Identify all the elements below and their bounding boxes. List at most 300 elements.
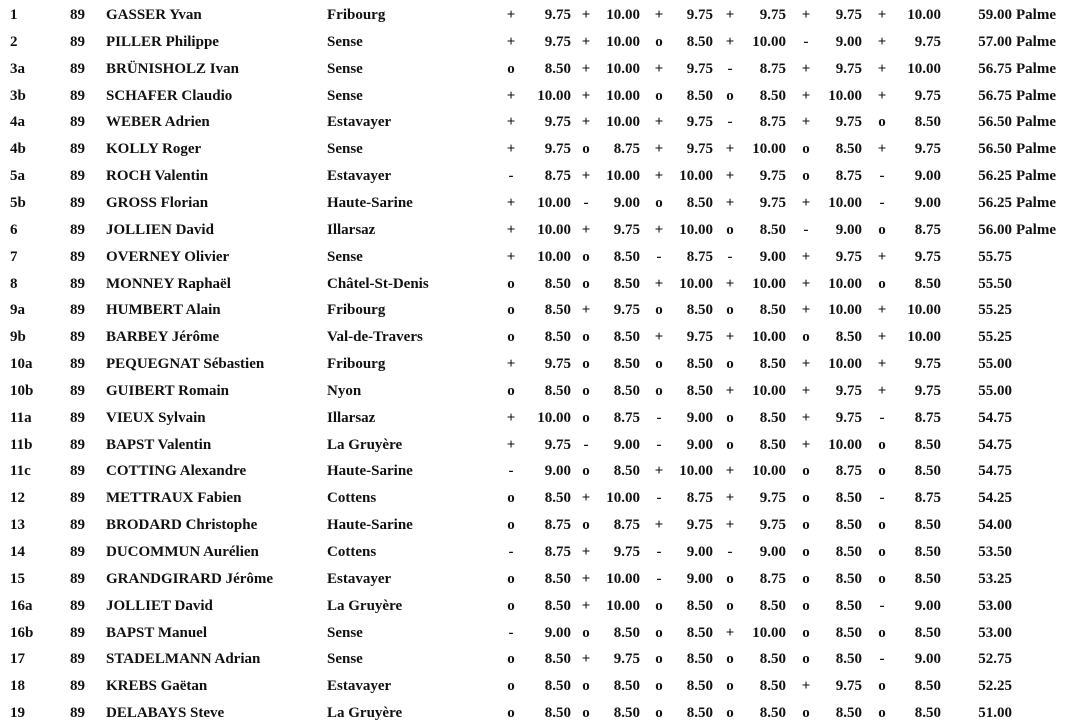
athlete-name-cell: DELABAYS Steve	[106, 705, 225, 722]
score-sign-cell: +	[877, 302, 887, 319]
birth-year-cell: 89	[70, 678, 85, 695]
score-cell: 8.50	[686, 624, 713, 641]
score-cell: 8.50	[544, 382, 571, 399]
score-cell: 8.75	[914, 490, 941, 507]
total-score-cell: 53.50	[978, 544, 1012, 560]
score-cell: 8.50	[544, 597, 571, 614]
rank-cell: 7	[10, 248, 18, 265]
score-sign-cell: o	[878, 570, 886, 587]
score-cell: 10.00	[752, 141, 786, 158]
score-cell: 9.00	[686, 436, 713, 453]
score-cell: 10.00	[752, 382, 786, 399]
total-score-cell: 54.75	[978, 409, 1012, 426]
score-sign-cell: +	[654, 7, 664, 23]
score-cell: 8.50	[686, 678, 713, 695]
total-score-cell: 59.00	[978, 7, 1012, 23]
score-cell: 8.50	[544, 490, 571, 507]
score-cell: 10.00	[537, 221, 571, 238]
score-sign-cell: -	[508, 624, 514, 641]
score-cell: 8.50	[835, 544, 862, 560]
birth-year-cell: 89	[70, 624, 85, 641]
score-cell: 9.75	[759, 517, 786, 534]
award-note-cell: Palme	[1016, 114, 1056, 131]
score-sign-cell: o	[802, 624, 810, 641]
club-cell: Haute-Sarine	[327, 517, 413, 534]
score-cell: 8.50	[914, 678, 941, 695]
score-cell: 8.50	[759, 221, 786, 238]
birth-year-cell: 89	[70, 7, 85, 23]
total-score-cell: 56.25	[978, 194, 1012, 211]
total-score-cell: 53.00	[978, 624, 1012, 641]
score-cell: 10.00	[606, 60, 640, 77]
score-sign-cell: -	[879, 651, 885, 668]
score-cell: 9.75	[759, 7, 786, 23]
score-sign-cell: o	[726, 87, 734, 104]
score-sign-cell: o	[878, 678, 886, 695]
score-cell: 8.50	[759, 356, 786, 373]
total-score-cell: 53.25	[978, 570, 1012, 587]
score-cell: 8.50	[686, 705, 713, 722]
score-cell: 8.75	[759, 60, 786, 77]
total-score-cell: 55.00	[978, 382, 1012, 399]
score-sign-cell: +	[801, 382, 811, 399]
score-cell: 9.75	[914, 141, 941, 158]
score-cell: 9.75	[759, 490, 786, 507]
score-cell: 9.00	[613, 194, 640, 211]
birth-year-cell: 89	[70, 168, 85, 185]
score-cell: 9.75	[544, 141, 571, 158]
score-cell: 9.75	[544, 33, 571, 50]
score-cell: 9.75	[686, 329, 713, 346]
score-cell: 10.00	[828, 436, 862, 453]
score-sign-cell: o	[878, 544, 886, 560]
total-score-cell: 54.75	[978, 436, 1012, 453]
score-cell: 9.75	[835, 409, 862, 426]
total-score-cell: 55.50	[978, 275, 1012, 292]
birth-year-cell: 89	[70, 517, 85, 534]
score-sign-cell: +	[581, 33, 591, 50]
award-note-cell: Palme	[1016, 194, 1056, 211]
total-score-cell: 55.00	[978, 356, 1012, 373]
score-sign-cell: +	[654, 275, 664, 292]
athlete-name-cell: VIEUX Sylvain	[106, 409, 206, 426]
score-cell: 8.50	[835, 329, 862, 346]
score-cell: 8.50	[835, 597, 862, 614]
score-cell: 8.50	[686, 302, 713, 319]
rank-cell: 16b	[10, 624, 34, 641]
score-sign-cell: o	[802, 544, 810, 560]
score-cell: 10.00	[752, 33, 786, 50]
rank-cell: 11b	[10, 436, 33, 453]
score-cell: 10.00	[907, 60, 941, 77]
score-sign-cell: -	[508, 463, 514, 480]
score-sign-cell: o	[878, 463, 886, 480]
score-sign-cell: +	[506, 248, 516, 265]
score-cell: 10.00	[679, 275, 713, 292]
score-cell: 9.00	[914, 194, 941, 211]
score-sign-cell: o	[507, 302, 515, 319]
score-sign-cell: +	[801, 409, 811, 426]
score-cell: 10.00	[907, 302, 941, 319]
result-row	[0, 485, 1090, 511]
result-row	[0, 512, 1090, 538]
award-note-cell: Palme	[1016, 87, 1056, 104]
total-score-cell: 52.25	[978, 678, 1012, 695]
score-sign-cell: o	[878, 275, 886, 292]
score-sign-cell: +	[654, 221, 664, 238]
score-sign-cell: o	[878, 624, 886, 641]
score-sign-cell: o	[582, 329, 590, 346]
athlete-name-cell: JOLLIEN David	[106, 221, 214, 238]
score-sign-cell: o	[582, 356, 590, 373]
birth-year-cell: 89	[70, 382, 85, 399]
birth-year-cell: 89	[70, 33, 85, 50]
athlete-name-cell: KREBS Gaëtan	[106, 678, 208, 695]
score-sign-cell: +	[506, 87, 516, 104]
athlete-name-cell: BRODARD Christophe	[106, 517, 258, 534]
rank-cell: 9a	[10, 302, 25, 319]
score-cell: 8.50	[759, 678, 786, 695]
score-sign-cell: -	[583, 194, 589, 211]
score-sign-cell: o	[507, 570, 515, 587]
score-cell: 9.75	[686, 114, 713, 131]
athlete-name-cell: GROSS Florian	[106, 194, 209, 211]
result-row	[0, 29, 1090, 55]
score-cell: 9.75	[835, 7, 862, 23]
score-cell: 8.50	[914, 517, 941, 534]
score-cell: 10.00	[828, 356, 862, 373]
score-sign-cell: +	[654, 141, 664, 158]
score-cell: 8.75	[914, 221, 941, 238]
score-cell: 9.75	[914, 248, 941, 265]
rank-cell: 18	[10, 678, 25, 695]
result-row	[0, 351, 1090, 377]
score-sign-cell: o	[802, 168, 810, 185]
score-sign-cell: o	[582, 705, 590, 722]
score-sign-cell: o	[655, 356, 663, 373]
birth-year-cell: 89	[70, 302, 85, 319]
score-sign-cell: +	[801, 678, 811, 695]
athlete-name-cell: BAPST Manuel	[106, 624, 207, 641]
score-sign-cell: o	[655, 705, 663, 722]
result-row	[0, 566, 1090, 592]
athlete-name-cell: BAPST Valentin	[106, 436, 212, 453]
total-score-cell: 55.25	[978, 302, 1012, 319]
result-row	[0, 593, 1090, 619]
score-sign-cell: +	[725, 168, 735, 185]
club-cell: Nyon	[327, 382, 362, 399]
athlete-name-cell: BARBEY Jérôme	[106, 329, 220, 346]
club-cell: Estavayer	[327, 114, 392, 131]
score-sign-cell: o	[726, 597, 734, 614]
score-sign-cell: -	[583, 436, 589, 453]
score-sign-cell: o	[582, 463, 590, 480]
score-sign-cell: -	[727, 114, 733, 131]
score-cell: 8.50	[835, 624, 862, 641]
score-cell: 8.50	[613, 624, 640, 641]
club-cell: Sense	[327, 87, 363, 104]
score-sign-cell: -	[803, 33, 809, 50]
award-note-cell: Palme	[1016, 33, 1056, 50]
score-sign-cell: o	[655, 382, 663, 399]
result-row	[0, 190, 1090, 216]
score-cell: 9.75	[914, 87, 941, 104]
score-sign-cell: o	[802, 570, 810, 587]
score-cell: 8.50	[914, 705, 941, 722]
score-sign-cell: o	[878, 517, 886, 534]
athlete-name-cell: SCHAFER Claudio	[106, 87, 233, 104]
score-sign-cell: +	[725, 517, 735, 534]
score-cell: 8.50	[544, 275, 571, 292]
score-sign-cell: o	[726, 302, 734, 319]
score-sign-cell: -	[879, 490, 885, 507]
score-sign-cell: -	[879, 597, 885, 614]
athlete-name-cell: OVERNEY Olivier	[106, 248, 230, 265]
athlete-name-cell: BRÜNISHOLZ Ivan	[106, 60, 239, 77]
score-cell: 8.50	[835, 570, 862, 587]
result-row	[0, 620, 1090, 646]
score-cell: 9.75	[835, 60, 862, 77]
score-cell: 10.00	[752, 463, 786, 480]
score-sign-cell: +	[725, 624, 735, 641]
score-cell: 9.75	[544, 114, 571, 131]
rank-cell: 12	[10, 490, 25, 507]
score-cell: 8.50	[686, 382, 713, 399]
birth-year-cell: 89	[70, 597, 85, 614]
score-sign-cell: +	[877, 60, 887, 77]
score-cell: 9.00	[759, 544, 786, 560]
birth-year-cell: 89	[70, 356, 85, 373]
score-cell: 8.50	[835, 490, 862, 507]
score-sign-cell: +	[801, 114, 811, 131]
score-cell: 10.00	[828, 275, 862, 292]
score-cell: 8.50	[613, 463, 640, 480]
score-sign-cell: o	[802, 141, 810, 158]
result-row	[0, 700, 1090, 726]
score-sign-cell: +	[581, 597, 591, 614]
result-row	[0, 324, 1090, 350]
score-cell: 9.00	[686, 570, 713, 587]
score-sign-cell: +	[801, 7, 811, 23]
athlete-name-cell: HUMBERT Alain	[106, 302, 221, 319]
score-cell: 8.75	[759, 570, 786, 587]
score-sign-cell: -	[508, 168, 514, 185]
score-cell: 10.00	[828, 194, 862, 211]
result-row	[0, 244, 1090, 270]
score-sign-cell: -	[727, 60, 733, 77]
score-sign-cell: o	[507, 597, 515, 614]
score-cell: 8.75	[914, 409, 941, 426]
score-cell: 10.00	[828, 87, 862, 104]
score-sign-cell: +	[877, 382, 887, 399]
score-cell: 8.50	[613, 705, 640, 722]
score-sign-cell: +	[801, 87, 811, 104]
score-cell: 8.50	[835, 141, 862, 158]
birth-year-cell: 89	[70, 651, 85, 668]
score-cell: 8.50	[544, 329, 571, 346]
club-cell: Haute-Sarine	[327, 194, 413, 211]
club-cell: Sense	[327, 33, 363, 50]
score-sign-cell: o	[655, 302, 663, 319]
score-cell: 8.50	[759, 87, 786, 104]
score-sign-cell: +	[801, 248, 811, 265]
score-sign-cell: -	[656, 570, 662, 587]
result-row	[0, 432, 1090, 458]
score-sign-cell: o	[726, 705, 734, 722]
score-cell: 10.00	[679, 221, 713, 238]
score-sign-cell: +	[654, 329, 664, 346]
result-row	[0, 458, 1090, 484]
club-cell: La Gruyère	[327, 705, 403, 722]
result-row	[0, 163, 1090, 189]
score-cell: 8.50	[544, 678, 571, 695]
rank-cell: 17	[10, 651, 25, 668]
score-cell: 8.50	[835, 705, 862, 722]
score-sign-cell: +	[725, 490, 735, 507]
score-sign-cell: o	[726, 651, 734, 668]
athlete-name-cell: ROCH Valentin	[106, 168, 209, 185]
score-sign-cell: +	[654, 114, 664, 131]
total-score-cell: 54.00	[978, 517, 1012, 534]
score-cell: 9.00	[835, 33, 862, 50]
score-sign-cell: +	[506, 33, 516, 50]
score-sign-cell: +	[801, 436, 811, 453]
score-cell: 9.75	[544, 356, 571, 373]
score-cell: 9.75	[686, 7, 713, 23]
birth-year-cell: 89	[70, 248, 85, 265]
score-cell: 9.75	[914, 356, 941, 373]
score-sign-cell: +	[506, 194, 516, 211]
score-sign-cell: o	[582, 141, 590, 158]
score-sign-cell: +	[877, 248, 887, 265]
score-cell: 8.75	[835, 168, 862, 185]
score-sign-cell: o	[582, 517, 590, 534]
score-sign-cell: +	[654, 60, 664, 77]
score-cell: 9.00	[835, 221, 862, 238]
score-sign-cell: o	[726, 409, 734, 426]
score-sign-cell: +	[581, 651, 591, 668]
score-sign-cell: +	[506, 356, 516, 373]
score-cell: 9.75	[613, 221, 640, 238]
score-cell: 9.00	[914, 168, 941, 185]
score-cell: 8.75	[686, 490, 713, 507]
score-sign-cell: -	[727, 248, 733, 265]
birth-year-cell: 89	[70, 463, 85, 480]
score-cell: 9.75	[544, 436, 571, 453]
result-row	[0, 2, 1090, 28]
club-cell: Sense	[327, 624, 363, 641]
score-cell: 8.50	[613, 382, 640, 399]
total-score-cell: 54.25	[978, 490, 1012, 507]
score-sign-cell: o	[878, 114, 886, 131]
score-sign-cell: o	[582, 624, 590, 641]
score-sign-cell: -	[656, 436, 662, 453]
score-cell: 8.50	[914, 544, 941, 560]
athlete-name-cell: PILLER Philippe	[106, 33, 219, 50]
birth-year-cell: 89	[70, 275, 85, 292]
total-score-cell: 55.25	[978, 329, 1012, 346]
athlete-name-cell: GRANDGIRARD Jérôme	[106, 570, 274, 587]
score-sign-cell: o	[802, 329, 810, 346]
score-sign-cell: +	[581, 114, 591, 131]
result-row	[0, 271, 1090, 297]
score-sign-cell: +	[506, 141, 516, 158]
score-sign-cell: +	[581, 570, 591, 587]
score-cell: 9.75	[759, 194, 786, 211]
score-sign-cell: o	[507, 275, 515, 292]
score-cell: 8.50	[613, 248, 640, 265]
score-cell: 8.50	[613, 275, 640, 292]
score-sign-cell: +	[877, 356, 887, 373]
score-sign-cell: -	[656, 490, 662, 507]
score-cell: 9.75	[544, 7, 571, 23]
result-row	[0, 673, 1090, 699]
rank-cell: 4a	[10, 114, 25, 131]
club-cell: Illarsaz	[327, 409, 376, 426]
score-sign-cell: +	[506, 409, 516, 426]
score-sign-cell: +	[581, 302, 591, 319]
score-sign-cell: o	[655, 87, 663, 104]
score-sign-cell: +	[654, 517, 664, 534]
score-cell: 8.50	[686, 356, 713, 373]
club-cell: Val-de-Travers	[327, 329, 423, 346]
score-cell: 10.00	[606, 87, 640, 104]
score-cell: 8.50	[686, 651, 713, 668]
score-sign-cell: o	[655, 624, 663, 641]
score-sign-cell: o	[726, 570, 734, 587]
total-score-cell: 56.50	[978, 114, 1012, 131]
score-sign-cell: o	[507, 490, 515, 507]
score-cell: 8.75	[544, 168, 571, 185]
score-sign-cell: o	[582, 678, 590, 695]
score-cell: 10.00	[679, 463, 713, 480]
award-note-cell: Palme	[1016, 168, 1056, 185]
score-cell: 10.00	[606, 597, 640, 614]
score-cell: 10.00	[606, 7, 640, 23]
birth-year-cell: 89	[70, 436, 85, 453]
score-cell: 8.75	[544, 544, 571, 560]
total-score-cell: 57.00	[978, 33, 1012, 50]
score-sign-cell: +	[725, 329, 735, 346]
athlete-name-cell: GASSER Yvan	[106, 7, 202, 23]
athlete-name-cell: COTTING Alexandre	[106, 463, 247, 480]
club-cell: Sense	[327, 651, 363, 668]
score-sign-cell: +	[506, 114, 516, 131]
result-row	[0, 539, 1090, 565]
score-sign-cell: +	[506, 7, 516, 23]
birth-year-cell: 89	[70, 114, 85, 131]
rank-cell: 3a	[10, 60, 25, 77]
score-sign-cell: +	[877, 141, 887, 158]
rank-cell: 2	[10, 33, 18, 50]
score-cell: 9.75	[686, 517, 713, 534]
athlete-name-cell: DUCOMMUN Aurélien	[106, 544, 259, 560]
score-cell: 9.00	[686, 409, 713, 426]
score-sign-cell: +	[725, 463, 735, 480]
award-note-cell: Palme	[1016, 7, 1056, 23]
score-cell: 8.50	[914, 570, 941, 587]
score-sign-cell: o	[655, 194, 663, 211]
result-row	[0, 83, 1090, 109]
score-cell: 8.50	[544, 570, 571, 587]
score-sign-cell: o	[802, 490, 810, 507]
score-cell: 10.00	[606, 490, 640, 507]
score-cell: 10.00	[606, 570, 640, 587]
club-cell: Estavayer	[327, 168, 392, 185]
score-sign-cell: +	[801, 302, 811, 319]
score-sign-cell: +	[877, 33, 887, 50]
score-cell: 8.50	[759, 651, 786, 668]
